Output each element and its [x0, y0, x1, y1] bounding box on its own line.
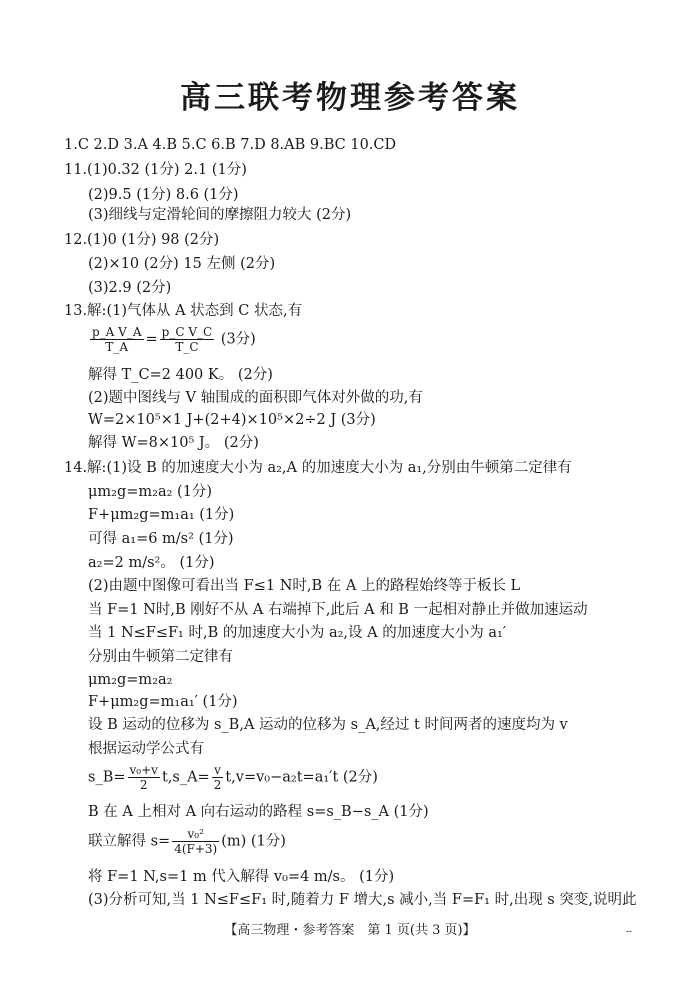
answer-line: 解得 T_C=2 400 K。 (2分): [88, 367, 273, 383]
answer-line: (3)细线与定滑轮间的摩擦阻力较大 (2分): [88, 207, 352, 223]
answer-line: 12.(1)0 (1分) 98 (2分): [64, 232, 220, 248]
answer-line: 可得 a₁=6 m/s² (1分): [88, 531, 234, 547]
answer-line: 当 F=1 N时,B 刚好不从 A 右端掉下,此后 A 和 B 一起相对静止并做加速运动: [88, 602, 588, 618]
answer-line: μm₂g=m₂a₂: [88, 672, 173, 688]
answer-line: (2)由题中图像可看出当 F≤1 N时,B 在 A 上的路程始终等于板长 L: [88, 578, 521, 594]
answer-line: 将 F=1 N,s=1 m 代入解得 v₀=4 m/s。 (1分): [88, 869, 395, 885]
fraction-denominator: 2: [139, 778, 148, 792]
page-footer: 【高三物理・参考答案 第 1 页(共 3 页)】: [224, 923, 476, 938]
fraction: [172, 827, 219, 856]
fraction-numerator: v₀+v: [129, 763, 158, 777]
fraction-denominator: T_C: [175, 340, 199, 354]
answer-line: a₂=2 m/s²。 (1分): [88, 555, 215, 571]
answer-line: (2)×10 (2分) 15 左侧 (2分): [88, 256, 276, 272]
fraction: [90, 325, 144, 354]
answer-line: F+μm₂g=m₁a₁′ (1分): [88, 694, 238, 710]
answer-line: 解得 W=8×10⁵ J。 (2分): [88, 435, 259, 451]
answer-line: 设 B 运动的位移为 s_B,A 运动的位移为 s_A,经过 t 时间两者的速度均为 v: [88, 717, 568, 733]
equation-text: t,s_A=: [161, 769, 210, 786]
fraction-numerator: v₀²: [172, 827, 219, 842]
answer-line: 13.解:(1)气体从 A 状态到 C 状态,有: [64, 303, 303, 319]
answer-line: 11.(1)0.32 (1分) 2.1 (1分): [64, 162, 247, 178]
answer-line: μm₂g=m₂a₂ (1分): [88, 484, 213, 500]
equation-kinematics: [88, 763, 378, 792]
fraction: [128, 763, 160, 792]
fraction: [160, 325, 215, 354]
answer-line: (2)题中图线与 V 轴围成的面积即气体对外做的功,有: [88, 390, 423, 406]
equals-sign: =: [145, 331, 158, 348]
fraction-denominator: 4(F+3): [174, 842, 218, 856]
fraction-numerator: p_A V_A: [92, 325, 142, 339]
fraction-denominator: T_A: [105, 340, 129, 354]
fraction-denominator: 2: [213, 778, 222, 792]
page-title: 高三联考物理参考答案: [180, 80, 520, 116]
equation-text: (m) (1分): [221, 833, 286, 850]
score: (3分): [220, 331, 256, 348]
fraction: [212, 763, 224, 792]
answer-line: W=2×10⁵×1 J+(2+4)×10⁵×2÷2 J (3分): [88, 412, 376, 428]
fraction-numerator: v: [212, 763, 224, 778]
answer-line: B 在 A 上相对 A 向右运动的路程 s=s_B−s_A (1分): [88, 804, 429, 820]
answer-line: (3)分析可知,当 1 N≤F≤F₁ 时,随着力 F 增大,s 减小,当 F=F₁ 时,出现 s 突变,说明此: [88, 892, 637, 908]
equation-ideal-gas: [88, 325, 256, 354]
answer-line: 分别由牛顿第二定律有: [88, 649, 233, 665]
answer-line: 根据运动学公式有: [88, 741, 204, 757]
answer-line: 当 1 N≤F≤F₁ 时,B 的加速度大小为 a₂,设 A 的加速度大小为 a₁′: [88, 625, 507, 641]
answer-line: 1.C 2.D 3.A 4.B 5.C 6.B 7.D 8.AB 9.BC 10.CD: [64, 137, 397, 153]
answer-line: F+μm₂g=m₁a₁ (1分): [88, 507, 235, 523]
equation-text: s_B=: [88, 769, 126, 786]
fraction-numerator: p_C V_C: [161, 325, 213, 339]
footer-mark: --: [626, 927, 633, 937]
equation-text: t,v=v₀−a₂t=a₁′t (2分): [225, 769, 378, 786]
answer-line: (2)9.5 (1分) 8.6 (1分): [88, 187, 239, 203]
equation-result: [88, 827, 286, 856]
equation-text: 联立解得 s=: [88, 833, 171, 850]
answer-line: 14.解:(1)设 B 的加速度大小为 a₂,A 的加速度大小为 a₁,分别由牛顿第二定律有: [64, 460, 572, 476]
answer-line: (3)2.9 (2分): [88, 280, 172, 296]
